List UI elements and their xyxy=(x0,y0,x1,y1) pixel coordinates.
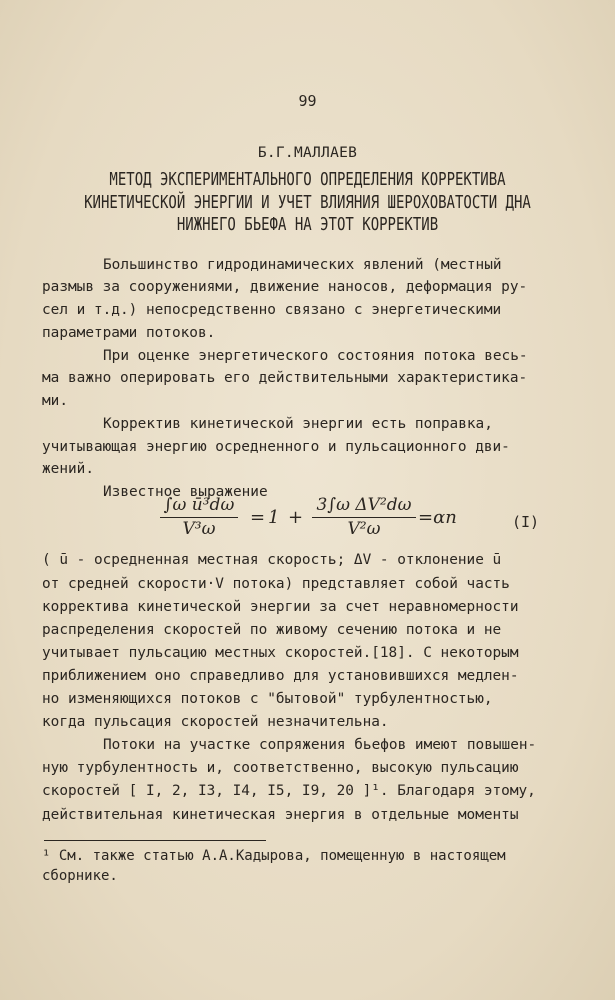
title-line-1: МЕТОД ЭКСПЕРИМЕНТАЛЬНОГО ОПРЕДЕЛЕНИЯ КОРРЕКТИВА xyxy=(109,170,506,190)
body-line: При оценке энергетического состояния потока весь- xyxy=(103,348,528,364)
formula-term2 xyxy=(312,495,416,539)
formula-term1-denominator: V³ω xyxy=(182,519,216,539)
body-line: но изменяющихся потоков с "бытовой" турбулентностью, xyxy=(42,691,493,707)
body-line: Потоки на участке сопряжения бьефов имеют повышен- xyxy=(103,737,537,753)
body-line: от средней скорости·V потока) представляет собой часть xyxy=(42,576,510,592)
body-line: корректива кинетической энергии за счет неравномерности xyxy=(42,599,519,615)
body-line: параметрами потоков. xyxy=(42,325,216,341)
body-line: Корректив кинетической энергии есть поправка, xyxy=(103,416,493,432)
body-line: действительная кинетическая энергия в отдельные моменты xyxy=(42,807,519,823)
body-line: скоростей [ I, 2, I3, I4, I5, I9, 20 ]¹. Благодаря этому, xyxy=(42,783,536,799)
footnote-line: ¹ См. также статью А.А.Кадырова, помещенную в настоящем xyxy=(42,848,506,864)
formula-equals: = xyxy=(250,507,266,528)
footnote-line: сборнике. xyxy=(42,868,118,884)
equation-number: (I) xyxy=(512,513,540,531)
title-line-3: НИЖНЕГО БЬЕФА НА ЭТОТ КОРРЕКТИВ xyxy=(176,215,439,235)
formula-one: 1 xyxy=(268,507,280,528)
body-line: сел и т.д.) непосредственно связано с энергетическими xyxy=(42,302,502,318)
body-line: учитывает пульсацию местных скоростей.[18]. С некоторым xyxy=(42,645,519,661)
formula-term2-numerator: 3∫ω ΔV²dω xyxy=(312,495,416,518)
body-line: ма важно оперировать его действительными характеристика- xyxy=(42,370,528,386)
body-line: когда пульсация скоростей незначительна. xyxy=(42,714,389,730)
formula-term1 xyxy=(160,495,238,539)
body-line: приближением оно справедливо для установившихся медлен- xyxy=(42,668,519,684)
footnote-divider xyxy=(44,840,266,841)
body-line: Известное выражение xyxy=(103,484,268,500)
body-line: размыв за сооружениями, движение наносов, деформация ру- xyxy=(42,279,528,295)
body-line: ( ū - осредненная местная скорость; ΔV - отклонение ū xyxy=(42,552,502,568)
body-line: жений. xyxy=(42,461,94,477)
formula-plus: + xyxy=(288,507,304,528)
body-line: ную турбулентность и, соответственно, высокую пульсацию xyxy=(42,760,519,776)
page-number: 99 xyxy=(298,92,317,110)
body-line: учитывающая энергию осредненного и пульсационного дви- xyxy=(42,439,510,455)
formula-term1-numerator: ∫ω ū³dω xyxy=(160,495,238,518)
author-name: Б.Г.МАЛЛАЕВ xyxy=(257,145,358,161)
body-line: Большинство гидродинамических явлений (местный xyxy=(103,257,502,273)
formula-result: =αn xyxy=(418,507,457,528)
body-line: ми. xyxy=(42,393,68,409)
title-line-2: КИНЕТИЧЕСКОЙ ЭНЕРГИИ И УЧЕТ ВЛИЯНИЯ ШЕРОХОВАТОСТИ ДНА xyxy=(84,193,531,213)
formula-term2-denominator: V²ω xyxy=(347,519,381,539)
body-line: распределения скоростей по живому сечению потока и не xyxy=(42,622,502,638)
